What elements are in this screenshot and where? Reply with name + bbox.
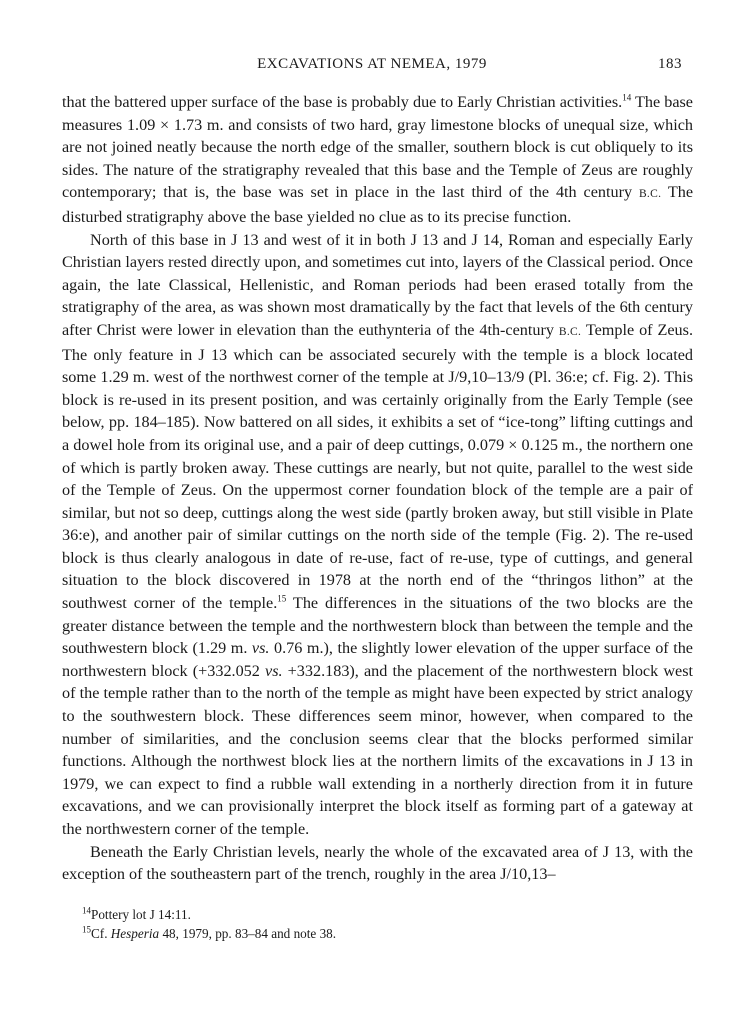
- footnote-ref-14[interactable]: 14: [622, 92, 632, 103]
- footnote-ref-15[interactable]: 15: [277, 593, 287, 604]
- body-text: [62, 91, 693, 886]
- journal-title: Hesperia: [110, 926, 160, 941]
- paragraph-2: North of this base in J 13 and west of it in both J 13 and J 14, Roman and especially Early Christian layers rested directly upon, and sometimes cut into, layers of the Classical period. Once again, the late Classical, Hellenistic, and Roman periods had been erased totally from the stratigraphy of the area, as was shown most dramatically by the fact that levels of the 6th century after Christ were lower in elevation than the euthynteria of the 4th-century B.C. Temple of Zeus. The only feature in J 13 which can be associated securely with the temple is a block located some 1.29 m. west of the northwest corner of the temple at J/9,10–13/9 (Pl. 36:e; cf. Fig. 2). This block is re-used in its present position, and was certainly originally from the Early Temple (see below, pp. 184–185). Now battered on all sides, it exhibits a set of “ice-tong” lifting cuttings and a dowel hole from its original use, and a pair of deep cuttings, 0.079 × 0.125 m., the northern one of which is partly broken away. These cuttings are nearly, but not quite, parallel to the west side of the Temple of Zeus. On the uppermost corner foundation block of the temple are a pair of similar, but not so deep, cuttings along the west side (partly broken away, but still visible in Plate 36:e), and another pair of similar cuttings on the north side of the temple (Fig. 2). The re-used block is thus clearly analogous in date of re-use, fact of re-use, type of cuttings, and general situation to the block discovered in 1978 at the north end of the “thringos lithon” at the southwest corner of the temple.$^{15}$ The differences in the situations of the two blocks are the greater distance between the temple and the northwestern block than between the temple and the southwestern block (1.29 m. vs. 0.76 m.), the slightly lower elevation of the upper surface of the northwestern block (+332.052 vs. +332.183), and the placement of the northwestern block west of the temple rather than to the north of the temple as might have been expected by strict analogy to the southwestern block. These differences seem minor, however, when compared to the number of similarities, and the conclusion seems clear that the blocks performed similar functions. Although the northwest block lies at the northern limits of the excavations in J 13 in 1979, we can expect to find a rubble wall extending in a northerly direction from it in future excavations, and we can provisionally interpret the block itself as forming part of a gateway at the northwestern corner of the temple.: [62, 230, 693, 838]
- era-abbrev: B.C.: [558, 325, 582, 338]
- era-abbrev: B.C.: [638, 188, 662, 201]
- paragraph-3: Beneath the Early Christian levels, nearly the whole of the excavated area of J 13, with the exception of the southeastern part of the trench, roughly in the area J/10,13–: [62, 842, 693, 884]
- footnote-15: $^{15}$Cf. Hesperia 48, 1979, pp. 83–84 and note 38.: [82, 924, 337, 941]
- running-header: [62, 56, 682, 78]
- footnote-14: $^{14}$Pottery lot J 14:11.: [82, 905, 191, 922]
- paragraph-1: that the battered upper surface of the base is probably due to Early Christian activities.$^{14}$ The base measures 1.09 × 1.73 m. and consists of two hard, gray limestone blocks of unequal size, which are not joined neatly because the north edge of the smaller, southern block is cut obliquely to its sides. The nature of the stratigraphy revealed that this base and the Temple of Zeus are roughly contemporary; that is, the base was set in place in the last third of the 4th century B.C. The disturbed stratigraphy above the base yielded no clue as to its precise function.: [62, 92, 694, 226]
- footnotes: [82, 905, 682, 943]
- page-number: 183: [658, 56, 682, 72]
- running-title: EXCAVATIONS AT NEMEA, 1979: [257, 56, 487, 72]
